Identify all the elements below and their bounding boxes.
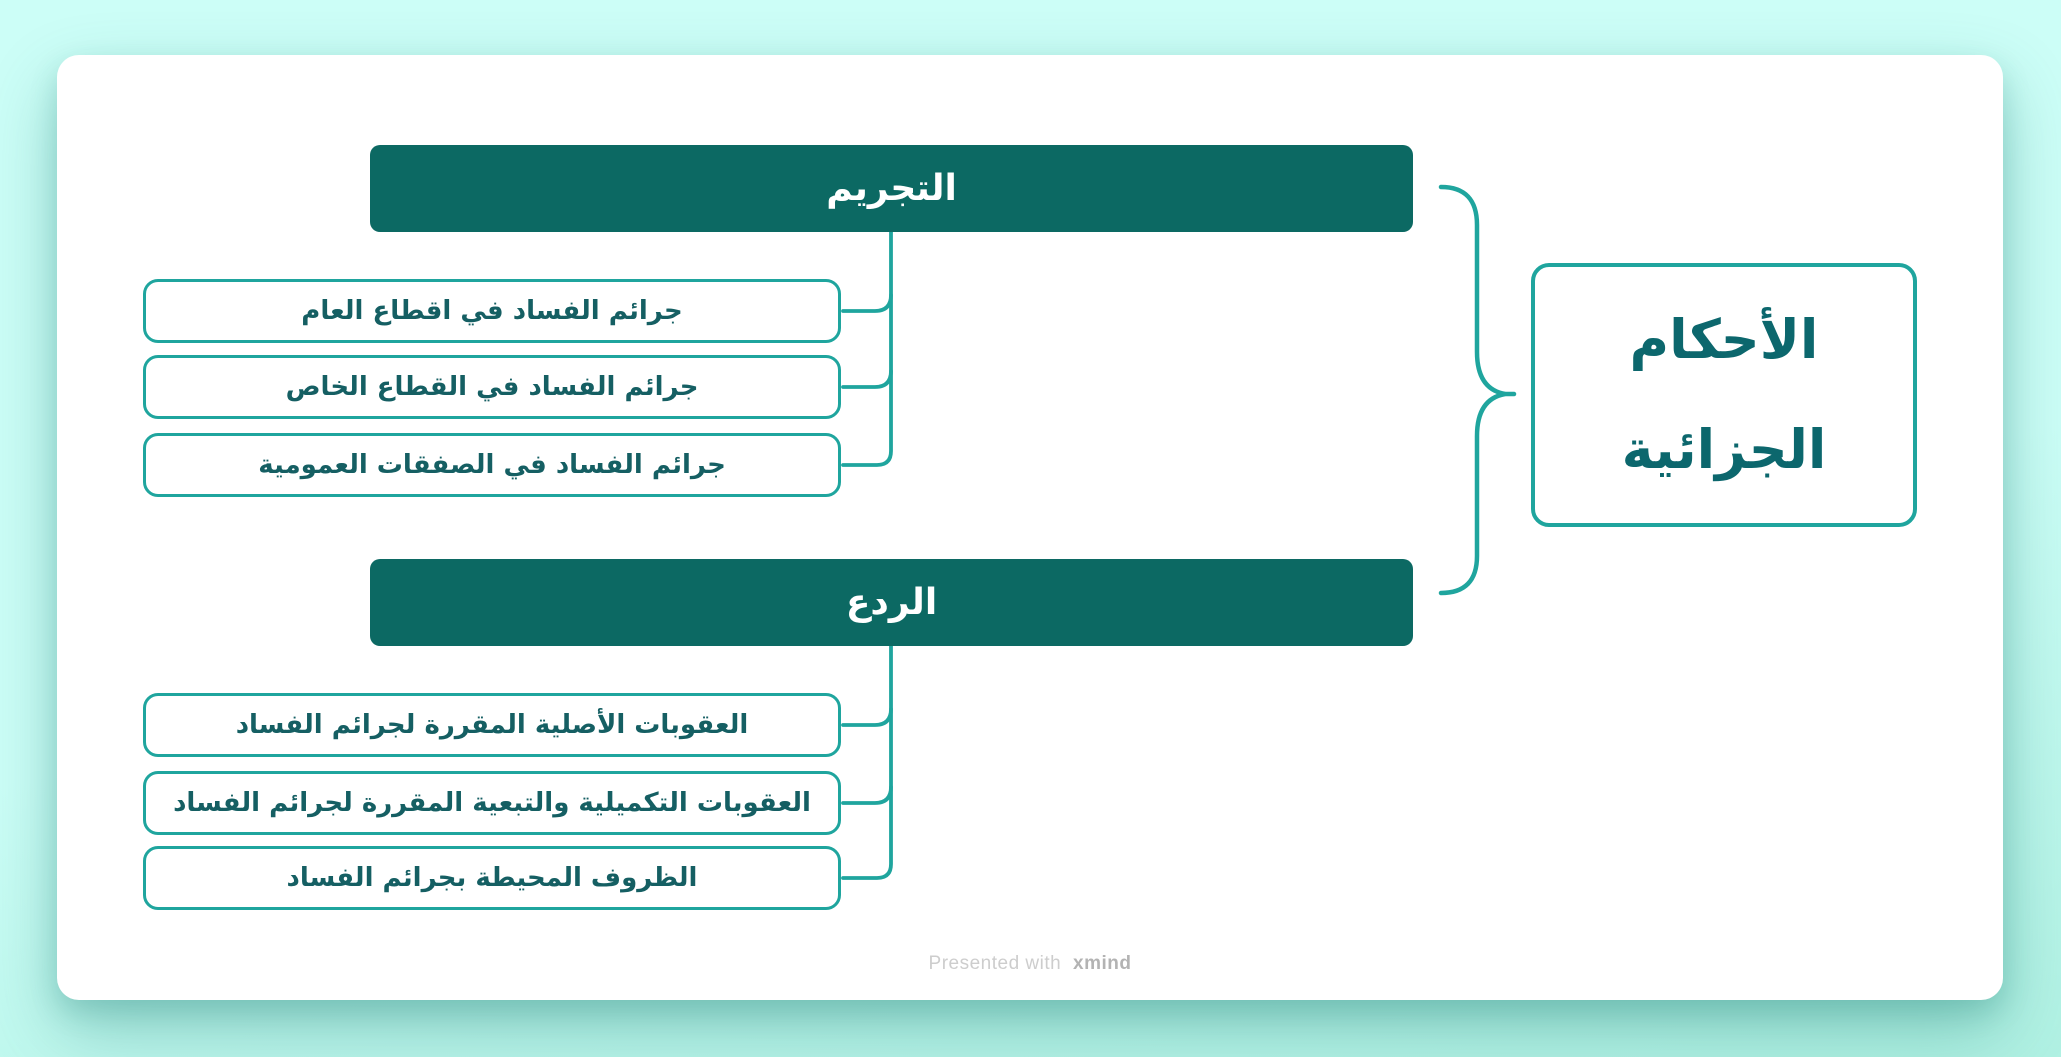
root-topic-line1: الأحكام bbox=[1629, 308, 1819, 371]
root-topic-line2: الجزائية bbox=[1621, 418, 1827, 481]
watermark bbox=[57, 953, 2003, 975]
subtopic-public-sector-crimes[interactable]: جرائم الفساد في اقطاع العام bbox=[143, 279, 841, 343]
subtopic-public-procurement-crimes[interactable]: جرائم الفساد في الصفقات العمومية bbox=[143, 433, 841, 497]
topic-deterrence[interactable]: الردع bbox=[370, 559, 1413, 646]
root-topic-penal-provisions[interactable] bbox=[1531, 263, 1917, 527]
xmind-brand: xmind bbox=[1073, 953, 1132, 974]
subtopic-private-sector-crimes[interactable]: جرائم الفساد في القطاع الخاص bbox=[143, 355, 841, 419]
subtopic-principal-penalties[interactable]: العقوبات الأصلية المقررة لجرائم الفساد bbox=[143, 693, 841, 757]
watermark-text: Presented with bbox=[928, 953, 1062, 974]
topic-criminalization[interactable]: التجريم bbox=[370, 145, 1413, 232]
subtopic-complementary-penalties[interactable]: العقوبات التكميلية والتبعية المقررة لجرائم الفساد bbox=[143, 771, 841, 835]
subtopic-surrounding-circumstances[interactable]: الظروف المحيطة بجرائم الفساد bbox=[143, 846, 841, 910]
